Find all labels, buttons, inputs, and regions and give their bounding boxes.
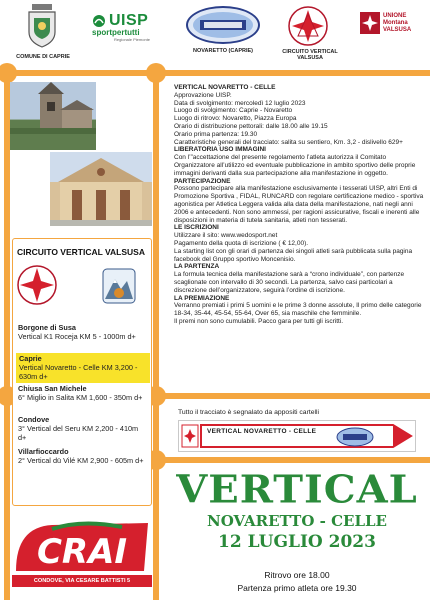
- section-text: Possono partecipare alla manifestazione esclusivamente i tesserati UISP, altri Enti di Promozione Sportiva , FIDAL, RUNCARD con regolare certificazione medico - sportiva agonistica per Atletica Leggera valida alla data della manifestazione, nati negli anni 2006 e antecedenti. Non sono ammessi, per ragioni assicurative, fiscali e inerenti alle disposizioni in materia di tutela sanitaria, atleti non tesserati.: [174, 185, 424, 224]
- circuit-panel: [12, 238, 152, 506]
- chapel-photo: [50, 152, 152, 226]
- unione-line-2: Montana: [383, 19, 408, 26]
- frame-dot: [146, 63, 166, 83]
- start-time: Partenza primo atleta ore 19.30: [237, 583, 357, 593]
- info-line: Orario di distribuzione pettorali: dalle 18.00 alle 19.15: [174, 122, 328, 130]
- stage-place: Borgone di Susa: [18, 323, 76, 332]
- info-line: Data di svolgimento: mercoledì 12 luglio 2023: [174, 99, 306, 107]
- frame-middle-line: [153, 70, 159, 600]
- stage-place: Chiusa San Michele: [18, 384, 87, 393]
- circuit-mountain-logo-icon: [99, 263, 139, 307]
- crai-sponsor: [12, 519, 152, 587]
- info-line: Orario prima partenza: 19.30: [174, 130, 258, 138]
- section-heading: PARTECIPAZIONE: [174, 177, 231, 185]
- circuit-title: CIRCUITO VERTICAL VALSUSA: [17, 247, 145, 257]
- uisp-mark-icon: [92, 14, 106, 28]
- stage-detail: Vertical Novaretto - Celle KM 3,200 - 630m d+: [19, 363, 138, 382]
- info-title: VERTICAL NOVARETTO - CELLE: [174, 84, 276, 91]
- info-line: Approvazione UISP.: [174, 91, 232, 99]
- info-line: Luogo di ritrovo: Novaretto, Piazza Europa: [174, 115, 297, 123]
- circuit-stage: [18, 447, 148, 465]
- frame-dot: [0, 63, 17, 83]
- uisp-region-text: Regionale Piemonte: [114, 37, 151, 42]
- section-heading: LIBERATORIA USO IMMAGINI: [174, 146, 266, 154]
- crai-logo-text: CRAI: [36, 532, 128, 572]
- section-text: Verranno premiati i primi 5 uomini e le prime 3 donne assolute, Il primo delle categorie 18-34, 35-44, 45-54, 55-64, Over 65, sia maschile che femminile. Il premi non sono cumulabili. Pacco gara per tutti gli iscritti.: [174, 302, 422, 325]
- regulation-text-block: [174, 84, 424, 326]
- stage-place: Condove: [18, 415, 50, 424]
- stage-place: Villarfioccardo: [18, 447, 69, 456]
- info-line: Caratteristiche generali del tracciato: salita su sentiero, Km. 3,2 - dislivello 629+: [174, 138, 403, 146]
- unione-montana-logo: [360, 12, 411, 34]
- circuito-caption: CIRCUITO VERTICAL VALSUSA: [282, 49, 338, 61]
- stage-place: Caprie: [19, 354, 42, 363]
- info-line: Luogo di svolgimento: Caprie - Novaretto: [174, 107, 293, 115]
- comune-crest-icon: [26, 4, 58, 48]
- section-text: La formula tecnica della manifestazione sarà a “crono individuale”, con partenze scaglionate con intervallo di 30 secondi. La partenza, salvo casi particolari a discrezione dell’organizzatore, seguirà l’ordine di iscrizione.: [174, 271, 405, 294]
- track-note: Tutto il tracciato è segnalato da appositi cartelli: [178, 409, 320, 416]
- circuito-valsusa-logo-icon: [288, 6, 328, 51]
- circuit-star-logo-icon: [17, 263, 57, 307]
- section-text: Con l’”accettazione del presente regolamento l’atleta autorizza il Comitato Organizzatore all’utilizzo ed eventuale pubblicazione in ambito sportivo delle proprie immagini derivanti dalla sua partecipazione alla manifestazione in oggetto.: [174, 154, 416, 177]
- uisp-logo: [92, 12, 150, 42]
- frame-split-line-2: [153, 457, 430, 463]
- stage-detail: 6° Miglio in Salita KM 1,600 - 350m d+: [18, 393, 143, 403]
- stage-detail: Vertical K1 Roceja KM 5 - 1000m d+: [18, 332, 136, 342]
- headline-route: NOVARETTO - CELLE: [207, 512, 387, 530]
- gruppo-caption: NOVARETTO (CAPRIE): [193, 48, 253, 54]
- circuit-stage: [18, 323, 148, 341]
- gruppo-moncenisio-logo: [186, 6, 260, 44]
- circuit-stage: [18, 384, 148, 402]
- frame-top-line: [0, 70, 430, 76]
- unione-star-icon: [360, 12, 380, 34]
- circuit-stage-highlighted: [16, 353, 150, 383]
- track-sign: [178, 420, 416, 452]
- crai-address: CONDOVE, VIA CESARE BATTISTI 5: [12, 575, 152, 587]
- uisp-main-text: UISP: [109, 12, 149, 29]
- stage-detail: 3° Vertical del Seru KM 2,200 - 410m d+: [18, 424, 139, 443]
- circuit-stage: [18, 415, 148, 443]
- unione-line-3: VALSUSA: [383, 26, 412, 33]
- comune-label: COMUNE DI CAPRIE: [16, 54, 70, 60]
- crai-logo-icon: [12, 519, 152, 575]
- uisp-sub-text: sportpertutti: [92, 28, 140, 37]
- section-heading: LA PARTENZA: [174, 263, 220, 271]
- section-heading: LE ISCRIZIONI: [174, 224, 219, 232]
- stage-detail: 2° Vertical dü Vilé KM 2,900 - 605m d+: [18, 456, 144, 466]
- frame-split-line: [153, 393, 430, 399]
- track-sign-label: VERTICAL NOVARETTO - CELLE: [207, 428, 317, 435]
- unione-line-1: UNIONE: [383, 12, 407, 19]
- section-heading: LA PREMIAZIONE: [174, 294, 230, 302]
- headline-title: VERTICAL: [176, 467, 418, 512]
- headline-date: 12 LUGLIO 2023: [218, 532, 376, 552]
- church-tower-photo: [10, 82, 96, 150]
- meet-time: Ritrovo ore 18.00: [264, 570, 330, 580]
- section-text: Utilizzare il sito: www.wedosport.net Pagamento della quota di iscrizione ( € 12,00). La starting list con gli orari di partenza dei singoli atleti sarà pubblicata sulla pagina facebook del Gruppo sportivo Moncenisio.: [174, 232, 413, 263]
